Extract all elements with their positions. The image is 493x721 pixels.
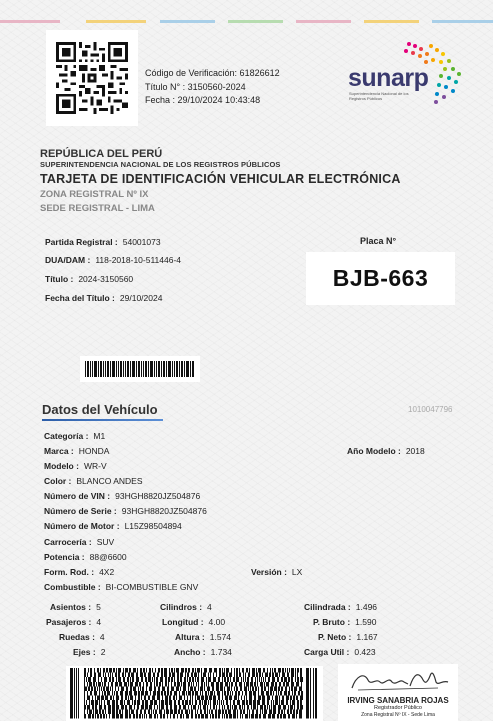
neto-label: P. Neto :	[318, 632, 352, 642]
small-barcode	[80, 356, 200, 382]
color-value: BLANCO ANDES	[76, 476, 143, 486]
motor-label: Número de Motor :	[44, 521, 120, 531]
verification-code: Código de Verificación: 61826612	[145, 68, 280, 78]
pasajeros-value: 4	[96, 617, 102, 627]
fecha-label: Fecha del Título :	[45, 293, 115, 303]
placa-box	[306, 252, 455, 305]
modelo-row	[44, 461, 107, 471]
fecha-row	[45, 293, 162, 303]
serie-label: Número de Serie :	[44, 506, 117, 516]
pdf417-barcode	[66, 666, 323, 721]
motor-value: L15Z98504894	[124, 521, 182, 531]
altura-row	[175, 632, 231, 642]
vin-label: Número de VIN :	[44, 491, 111, 501]
cilindros-row	[160, 602, 212, 612]
carga-row	[304, 647, 376, 657]
sunarp-logo	[345, 40, 465, 110]
verification-info	[145, 67, 280, 108]
color-strip	[0, 20, 60, 23]
form-label: Form. Rod. :	[44, 567, 95, 577]
anio-label: Año Modelo :	[347, 446, 401, 456]
ruedas-row	[59, 632, 105, 642]
motor-row	[44, 521, 182, 531]
longitud-row	[162, 617, 225, 627]
marca-label: Marca :	[44, 446, 74, 456]
verification-date: Fecha : 29/10/2024 10:43:48	[145, 95, 261, 105]
carroceria-value: SUV	[96, 537, 115, 547]
modelo-label: Modelo :	[44, 461, 79, 471]
pasajeros-row	[46, 617, 101, 627]
vin-row	[44, 491, 200, 501]
dua-label: DUA/DAM :	[45, 255, 91, 265]
combustible-value: BI-COMBUSTIBLE GNV	[105, 582, 199, 592]
neto-value: 1.167	[356, 632, 378, 642]
form-row	[44, 567, 114, 577]
combustible-row	[44, 582, 198, 592]
logo-subtitle: Superintendencia Nacional de los Registros Públicos	[349, 91, 409, 101]
placa-label: Placa N°	[360, 236, 397, 246]
altura-label: Altura :	[175, 632, 205, 642]
categoria-row	[44, 431, 105, 441]
carroceria-label: Carrocería :	[44, 537, 92, 547]
pasajeros-label: Pasajeros :	[46, 617, 92, 627]
placa-value: BJB-663	[332, 265, 429, 291]
anio-value: 2018	[405, 446, 425, 456]
ancho-row	[174, 647, 232, 657]
bruto-label: P. Bruto :	[313, 617, 351, 627]
zona-registral: ZONA REGISTRAL Nº IX	[40, 189, 149, 200]
carroceria-row	[44, 537, 114, 547]
ruedas-value: 4	[99, 632, 105, 642]
serie-row	[44, 506, 207, 516]
cilindrada-value: 1.496	[355, 602, 378, 612]
carga-label: Carga Util :	[304, 647, 350, 657]
modelo-value: WR-V	[83, 461, 107, 471]
neto-row	[318, 632, 378, 642]
color-strip	[296, 20, 351, 23]
ejes-row	[73, 647, 105, 657]
partida-row	[45, 237, 161, 247]
combustible-label: Combustible :	[44, 582, 101, 592]
version-row	[251, 567, 302, 577]
ancho-label: Ancho :	[174, 647, 206, 657]
ruedas-label: Ruedas :	[59, 632, 95, 642]
pdf417-barcode-icon	[66, 666, 323, 721]
document-title: TARJETA DE IDENTIFICACIÓN VEHICULAR ELECTRÓNICA	[40, 172, 401, 186]
color-strip	[86, 20, 146, 23]
version-label: Versión :	[251, 567, 287, 577]
version-value: LX	[291, 567, 303, 577]
asientos-label: Asientos :	[50, 602, 92, 612]
categoria-label: Categoría :	[44, 431, 89, 441]
cilindrada-label: Cilindrada :	[304, 602, 351, 612]
marca-value: HONDA	[78, 446, 110, 456]
signatory-zone: Zona Registral Nº IX - Sede Lima	[361, 712, 435, 718]
color-strip	[432, 20, 493, 23]
color-strip	[364, 20, 419, 23]
signatory-role: Registrador Público	[374, 705, 422, 711]
republic-heading: REPÚBLICA DEL PERÚ	[40, 148, 163, 160]
color-strip	[160, 20, 215, 23]
form-value: 4X2	[99, 567, 115, 577]
cilindrada-row	[304, 602, 377, 612]
superintendencia-heading: SUPERINTENDENCIA NACIONAL DE LOS REGISTROS PÚBLICOS	[40, 160, 281, 169]
section-underline	[42, 419, 163, 421]
partida-label: Partida Registral :	[45, 237, 118, 247]
logo-wordmark: sunarp	[348, 64, 429, 92]
ejes-label: Ejes :	[73, 647, 96, 657]
signatory-name: IRVING SANABRIA ROJAS	[347, 696, 449, 705]
ejes-value: 2	[100, 647, 106, 657]
bruto-value: 1.590	[355, 617, 377, 627]
qr-code-icon	[56, 42, 128, 114]
categoria-value: M1	[93, 431, 106, 441]
handwritten-signature-icon	[338, 664, 458, 696]
qr-code-box	[46, 30, 138, 126]
document-code: 1010047796	[408, 405, 453, 414]
color-strip	[228, 20, 283, 23]
dua-value: 118-2018-10-511446-4	[95, 255, 182, 265]
color-label: Color :	[44, 476, 72, 486]
ancho-value: 1.734	[210, 647, 232, 657]
sede-registral: SEDE REGISTRAL - LIMA	[40, 203, 155, 214]
serie-value: 93HGH8820JZ504876	[121, 506, 207, 516]
fecha-value: 29/10/2024	[119, 293, 163, 303]
bruto-row	[313, 617, 376, 627]
verification-title: Título N° : 3150560-2024	[145, 81, 246, 92]
cilindros-value: 4	[207, 602, 212, 612]
titulo-label: Título :	[45, 274, 74, 284]
color-row	[44, 476, 143, 486]
carga-value: 0.423	[354, 647, 376, 657]
longitud-label: Longitud :	[162, 617, 204, 627]
altura-value: 1.574	[209, 632, 232, 642]
titulo-value: 2024-3150560	[78, 274, 134, 284]
barcode-icon	[85, 361, 195, 377]
potencia-label: Potencia :	[44, 552, 85, 562]
section-title: Datos del Vehículo	[42, 402, 158, 417]
dua-row	[45, 255, 181, 265]
vin-value: 93HGH8820JZ504876	[115, 491, 201, 501]
longitud-value: 4.00	[208, 617, 226, 627]
potencia-value: 88@6600	[89, 552, 127, 562]
anio-row	[347, 446, 425, 456]
cilindros-label: Cilindros :	[160, 602, 203, 612]
marca-row	[44, 446, 109, 456]
partida-value: 54001073	[122, 237, 161, 247]
potencia-row	[44, 552, 127, 562]
titulo-row	[45, 274, 133, 284]
asientos-row	[50, 602, 101, 612]
asientos-value: 5	[96, 602, 101, 612]
signature-block	[338, 664, 458, 721]
